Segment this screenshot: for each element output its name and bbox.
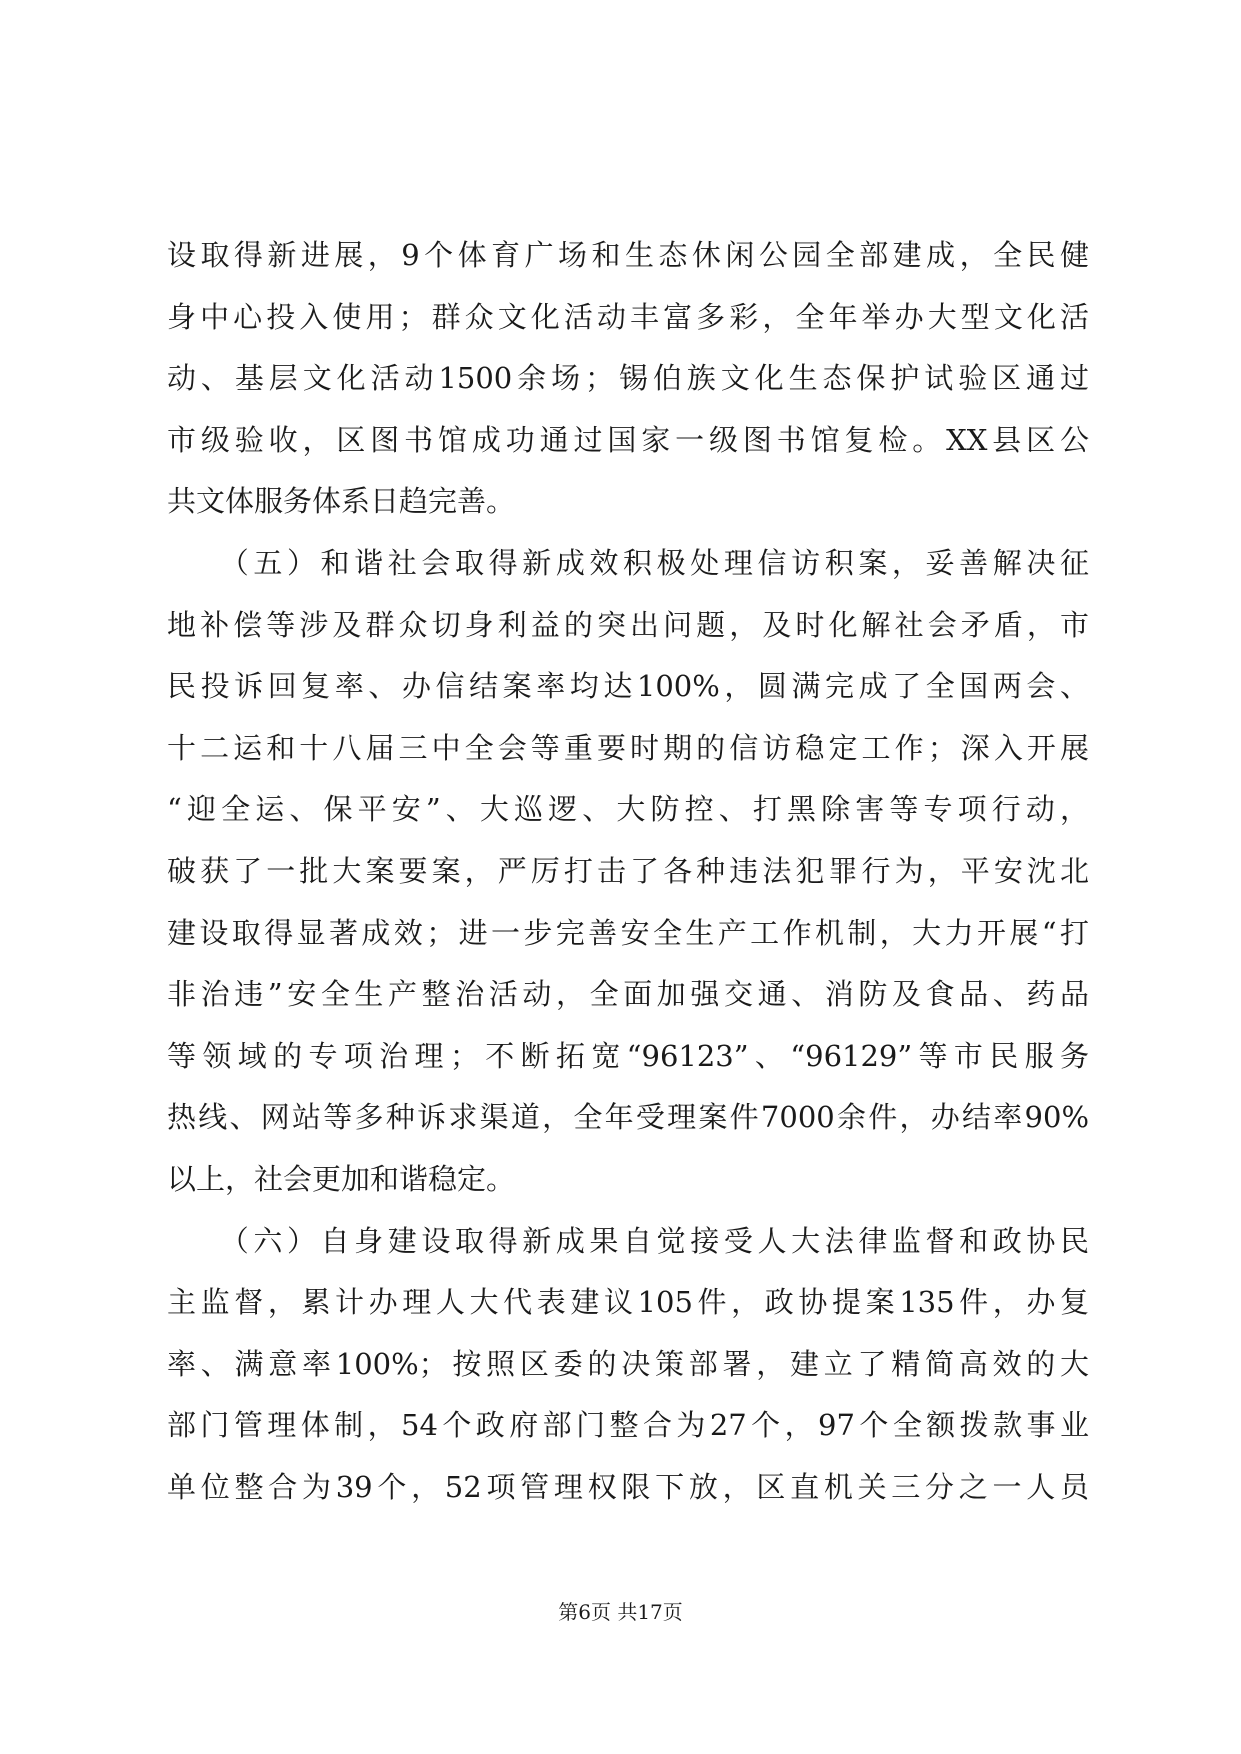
text-line: 动、基层文化活动1500余场；锡伯族文化生态保护试验区通过 bbox=[167, 361, 1089, 396]
text-line: 以上，社会更加和谐稳定。 bbox=[167, 1161, 516, 1196]
text-line: 共文体服务体系日趋完善。 bbox=[167, 484, 516, 519]
text-line: 十二运和十八届三中全会等重要时期的信访稳定工作；深入开展 bbox=[167, 730, 1089, 765]
page-footer: 第6页 共17页 bbox=[558, 1600, 683, 1624]
text-line: 建设取得显著成效；进一步完善安全生产工作机制，大力开展“打 bbox=[167, 915, 1089, 950]
text-line: 非治违”安全生产整治活动，全面加强交通、消防及食品、药品 bbox=[167, 977, 1089, 1012]
body-text bbox=[167, 225, 1089, 1518]
text-line: 等领域的专项治理；不断拓宽“96123”、“96129”等市民服务 bbox=[167, 1038, 1089, 1073]
text-line: 率、满意率100%；按照区委的决策部署，建立了精简高效的大 bbox=[167, 1346, 1089, 1381]
text-line: 民投诉回复率、办信结案率均达100%，圆满完成了全国两会、 bbox=[167, 669, 1089, 704]
text-line: 设取得新进展，9个体育广场和生态休闲公园全部建成，全民健 bbox=[167, 238, 1089, 272]
text-line: “迎全运、保平安”、大巡逻、大防控、打黑除害等专项行动， bbox=[167, 792, 1089, 827]
text-line: 部门管理体制，54个政府部门整合为27个，97个全额拨款事业 bbox=[167, 1408, 1089, 1443]
text-line: 市级验收，区图书馆成功通过国家一级图书馆复检。XX县区公 bbox=[167, 422, 1089, 457]
text-line: 主监督，累计办理人大代表建议105件，政协提案135件，办复 bbox=[167, 1285, 1089, 1320]
text-line: 地补偿等涉及群众切身利益的突出问题，及时化解社会矛盾，市 bbox=[167, 607, 1089, 642]
text-line: 热线、网站等多种诉求渠道，全年受理案件7000余件，办结率90% bbox=[167, 1100, 1089, 1135]
text-line: 单位整合为39个，52项管理权限下放，区直机关三分之一人员 bbox=[167, 1469, 1089, 1504]
text-line: 身中心投入使用；群众文化活动丰富多彩，全年举办大型文化活 bbox=[167, 299, 1089, 334]
text-line: （五）和谐社会取得新成效积极处理信访积案，妥善解决征 bbox=[167, 545, 1089, 580]
text-line: 破获了一批大案要案，严厉打击了各种违法犯罪行为，平安沈北 bbox=[167, 853, 1089, 888]
text-line: （六）自身建设取得新成果自觉接受人大法律监督和政协民 bbox=[167, 1223, 1089, 1258]
